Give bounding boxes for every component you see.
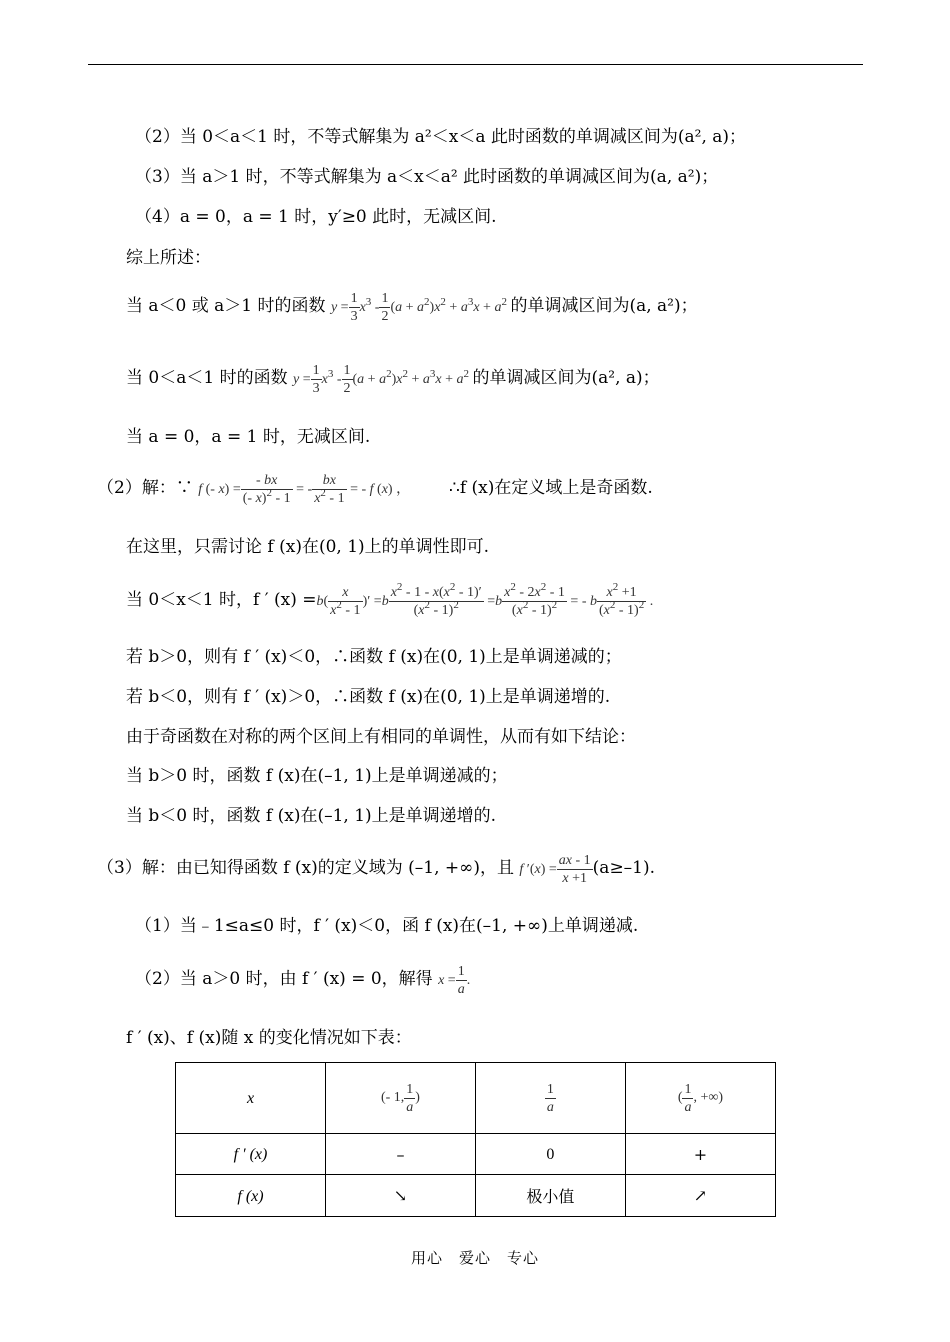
cell-text: f ′ (x) bbox=[233, 1146, 268, 1163]
text-line: （4）a = 0，a = 1 时，y′≥0 此时，无减区间. bbox=[135, 207, 497, 227]
table-cell bbox=[176, 1175, 326, 1217]
formula: f (- x) = $\frac{- bx}{(- x)^2 - 1}$ = - $\frac{bx}{x^2 - 1}$ = - f (x) ， bbox=[198, 473, 414, 507]
page-footer: 用心 爱心 专心 bbox=[410, 1249, 539, 1267]
table-cell bbox=[176, 1063, 326, 1134]
table-cell bbox=[475, 1134, 625, 1175]
table-row bbox=[176, 1175, 776, 1217]
text-line: 当 a = 0，a = 1 时，无减区间. bbox=[126, 427, 371, 447]
table-row bbox=[176, 1134, 776, 1175]
cell-text: ↘ bbox=[393, 1186, 408, 1205]
line-text: （2）当 a＞0 时，由 f ′ (x) = 0，解得 bbox=[135, 969, 433, 989]
line-text: ∴f (x)在定义域上是奇函数. bbox=[449, 478, 653, 498]
line-text: 当 a＜0 或 a＞1 时的函数 bbox=[126, 296, 326, 316]
text-line: 若 b＞0，则有 f ′ (x)＜0，∴函数 f (x)在(0, 1)上是单调递减的； bbox=[126, 647, 622, 667]
text-line: 若 b＜0，则有 f ′ (x)＞0，∴函数 f (x)在(0, 1)上是单调递增的. bbox=[126, 687, 611, 707]
table-cell bbox=[475, 1063, 625, 1134]
header-rule bbox=[88, 64, 863, 65]
text-line: （3）当 a＞1 时，不等式解集为 a＜x＜a² 此时函数的单调减区间为(a, a²)； bbox=[135, 167, 719, 187]
cell-text: + bbox=[693, 1144, 708, 1164]
text-line bbox=[135, 957, 470, 1003]
text-line: 当 b＞0 时，函数 f (x)在(–1, 1)上是单调递减的； bbox=[126, 766, 508, 786]
text-line: 当 b＜0 时，函数 f (x)在(–1, 1)上是单调递增的. bbox=[126, 806, 497, 826]
table-cell bbox=[326, 1134, 476, 1175]
text-line: 由于奇函数在对称的两个区间上有相同的单调性，从而有如下结论： bbox=[126, 727, 636, 747]
cell-text: 0 bbox=[546, 1146, 555, 1163]
text-line: 综上所述： bbox=[126, 248, 211, 268]
text-line bbox=[126, 356, 660, 402]
formula: b( $\frac{x}{x^2 - 1}$ )′ =b $\frac{x^2 - 1 - x(x^2 - 1)'}{(x^2 - 1)^2}$ =b $\frac{x^2 - 2x^2 - 1}{(x^2 - 1)^2}$ = - b $\frac{x^2 +1}{(x^2 - 1)^2}$ . bbox=[316, 581, 654, 619]
text-line: （2）当 0＜a＜1 时，不等式解集为 a²＜x＜a 此时函数的单调减区间为(a², a)； bbox=[135, 127, 747, 147]
table-cell bbox=[625, 1134, 775, 1175]
table-row bbox=[176, 1063, 776, 1134]
cell-text: ↗ bbox=[693, 1186, 708, 1205]
formula: x = $\frac{1}{a}$ . bbox=[438, 964, 471, 998]
line-text: （2）解：∵ bbox=[97, 478, 193, 498]
cell-text: f (x) bbox=[237, 1187, 264, 1205]
line-text: 当 0＜x＜1 时，f ′ (x) = bbox=[126, 590, 317, 610]
formula: y = $\frac{1}{3}$ $x^3$ - $\frac{1}{2}$ $(a + a^2)x^2 + a^3x + a^2$ bbox=[330, 291, 507, 325]
line-text: (a≥–1). bbox=[592, 858, 656, 878]
line-text: （3）解：由已知得函数 f (x)的定义域为 (–1, +∞)，且 bbox=[97, 858, 514, 878]
text-line: （1）当﹣1≤a≤0 时，f ′ (x)＜0，函 f (x)在(–1, +∞)上单调递减. bbox=[135, 916, 639, 936]
variation-table bbox=[175, 1062, 776, 1217]
table-cell bbox=[625, 1063, 775, 1134]
formula: f ′(x) = $\frac{ax - 1}{x +1}$ bbox=[519, 853, 591, 887]
table-cell bbox=[326, 1175, 476, 1217]
text-line bbox=[126, 578, 653, 624]
cell-text: 极小值 bbox=[526, 1187, 575, 1206]
formula: (- 1, $\frac{1}{a}$ ) bbox=[380, 1081, 420, 1115]
cell-text: – bbox=[396, 1144, 405, 1164]
line-text: 的单调减区间为(a, a²)； bbox=[510, 296, 698, 316]
line-text: 当 0＜a＜1 时的函数 bbox=[126, 368, 288, 388]
table-cell bbox=[625, 1175, 775, 1217]
formula: $\frac{1}{a}$ bbox=[546, 1081, 554, 1115]
formula: ( $\frac{1}{a}$ , +∞) bbox=[677, 1081, 724, 1115]
line-text: 的单调减区间为(a², a)； bbox=[472, 368, 660, 388]
text-line bbox=[97, 466, 653, 512]
text-line: 在这里，只需讨论 f (x)在(0, 1)上的单调性即可. bbox=[126, 537, 490, 557]
text-line bbox=[97, 846, 655, 892]
text-line: f ′ (x)、f (x)随 x 的变化情况如下表： bbox=[126, 1028, 412, 1048]
text-line bbox=[126, 284, 698, 330]
cell-text: x bbox=[246, 1090, 255, 1107]
formula: y = $\frac{1}{3}$ $x^3$ - $\frac{1}{2}$ $(a + a^2)x^2 + a^3x + a^2$ bbox=[292, 363, 469, 397]
table-cell bbox=[475, 1175, 625, 1217]
table-cell bbox=[326, 1063, 476, 1134]
table-cell bbox=[176, 1134, 326, 1175]
